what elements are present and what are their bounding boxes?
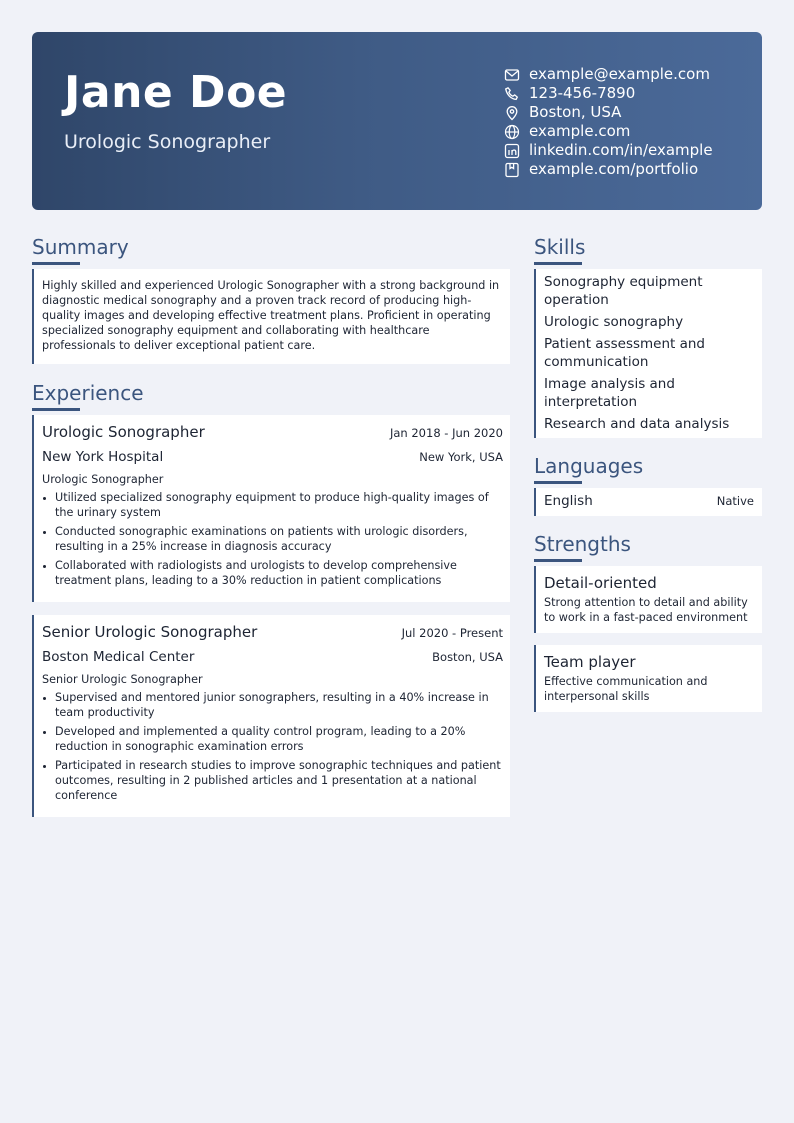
experience-heading: Experience bbox=[32, 381, 144, 405]
contact-phone[interactable] bbox=[504, 84, 713, 103]
contact-portfolio-text: example.com/portfolio bbox=[529, 160, 699, 178]
languages-rule bbox=[534, 481, 582, 484]
languages-heading: Languages bbox=[534, 454, 644, 478]
job-location: Boston, USA bbox=[432, 650, 503, 664]
experience-item bbox=[32, 615, 510, 817]
linkedin-icon bbox=[504, 143, 520, 159]
mail-icon bbox=[504, 67, 520, 83]
contact-phone-text: 123-456-7890 bbox=[529, 84, 636, 102]
skill-item: Patient assessment and communication bbox=[544, 336, 706, 370]
skill-item: Sonography equipment operation bbox=[544, 274, 703, 308]
experience-rule bbox=[32, 408, 80, 411]
summary-card bbox=[32, 269, 510, 364]
skills-card bbox=[534, 269, 762, 438]
resume-header bbox=[32, 32, 762, 210]
job-bullets bbox=[42, 490, 503, 588]
strength-item bbox=[534, 566, 762, 633]
right-column bbox=[534, 234, 762, 724]
summary-text: Highly skilled and experienced Urologic Sonographer with a strong background in diagnostic medical sonography and a proven track record of producing high-quality images and developing effective treatment plans. Proficient in operating specialized sonography equipment and collaborating with healthcare professionals to deliver exceptional patient care. bbox=[42, 279, 500, 352]
contact-website-text: example.com bbox=[529, 122, 631, 140]
contact-list bbox=[504, 65, 713, 179]
contact-linkedin[interactable] bbox=[504, 141, 713, 160]
job-bullets bbox=[42, 690, 503, 803]
skills-rule bbox=[534, 262, 582, 265]
contact-location-text: Boston, USA bbox=[529, 103, 622, 121]
candidate-name: Jane Doe bbox=[64, 67, 288, 118]
contact-portfolio[interactable] bbox=[504, 160, 713, 179]
job-dates: Jan 2018 - Jun 2020 bbox=[389, 426, 503, 440]
job-bullet: Utilized specialized sonography equipment to produce high-quality images of the urinary system bbox=[42, 490, 503, 520]
contact-website[interactable] bbox=[504, 122, 713, 141]
strength-description: Strong attention to detail and ability to work in a fast-paced environment bbox=[544, 596, 748, 624]
job-company: Boston Medical Center bbox=[42, 649, 195, 665]
job-bullet: Conducted sonographic examinations on patients with urologic disorders, resulting in a 25% increase in diagnosis accuracy bbox=[42, 524, 503, 554]
contact-linkedin-text: linkedin.com/in/example bbox=[529, 141, 713, 159]
location-icon bbox=[504, 105, 520, 121]
language-item bbox=[534, 488, 762, 516]
skills-heading: Skills bbox=[534, 235, 586, 259]
job-dates: Jul 2020 - Present bbox=[401, 626, 503, 640]
strength-item bbox=[534, 645, 762, 712]
experience-item bbox=[32, 415, 510, 602]
job-bullet: Participated in research studies to improve sonographic techniques and patient outcomes, resulting in 2 published articles and 1 presentation at a national conference bbox=[42, 758, 503, 803]
strengths-rule bbox=[534, 559, 582, 562]
summary-heading: Summary bbox=[32, 235, 129, 259]
left-column bbox=[32, 234, 510, 817]
job-role: Senior Urologic Sonographer bbox=[42, 623, 258, 641]
strength-title: Team player bbox=[544, 653, 636, 671]
portfolio-icon bbox=[504, 162, 520, 178]
job-subtitle: Urologic Sonographer bbox=[42, 473, 164, 486]
strengths-heading: Strengths bbox=[534, 532, 631, 556]
contact-email[interactable] bbox=[504, 65, 713, 84]
job-bullet: Supervised and mentored junior sonographers, resulting in a 40% increase in team productivity bbox=[42, 690, 503, 720]
candidate-title: Urologic Sonographer bbox=[64, 131, 271, 153]
skill-item: Research and data analysis bbox=[544, 416, 730, 432]
job-company: New York Hospital bbox=[42, 449, 164, 465]
skill-item: Urologic sonography bbox=[544, 314, 684, 330]
globe-icon bbox=[504, 124, 520, 140]
language-level: Native bbox=[716, 494, 754, 508]
contact-location bbox=[504, 103, 713, 122]
language-name: English bbox=[544, 493, 593, 509]
summary-rule bbox=[32, 262, 80, 265]
phone-icon bbox=[504, 86, 520, 102]
job-bullet: Developed and implemented a quality control program, leading to a 20% reduction in sonographic examination errors bbox=[42, 724, 503, 754]
strength-title: Detail-oriented bbox=[544, 574, 657, 592]
skill-item: Image analysis and interpretation bbox=[544, 376, 675, 410]
contact-email-text: example@example.com bbox=[529, 65, 710, 83]
job-role: Urologic Sonographer bbox=[42, 423, 205, 441]
strength-description: Effective communication and interpersonal skills bbox=[544, 675, 708, 703]
job-subtitle: Senior Urologic Sonographer bbox=[42, 673, 203, 686]
job-location: New York, USA bbox=[419, 450, 503, 464]
job-bullet: Collaborated with radiologists and urologists to develop comprehensive treatment plans, leading to a 30% reduction in patient complications bbox=[42, 558, 503, 588]
